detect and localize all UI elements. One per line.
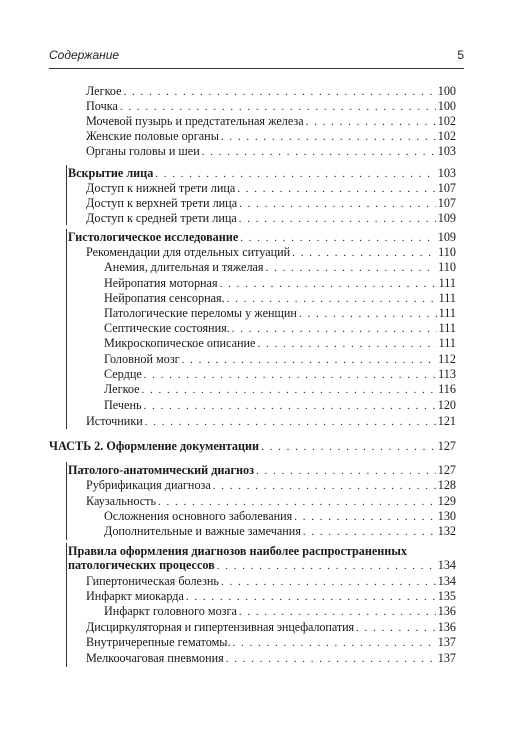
dot-leader <box>233 636 436 650</box>
toc-entry-page: 137 <box>437 651 456 665</box>
toc-entry[interactable] <box>86 478 456 493</box>
toc-entry[interactable] <box>104 509 456 524</box>
toc-entry-page: 107 <box>437 181 456 195</box>
toc-entry-page: 111 <box>438 336 456 350</box>
dot-leader <box>155 167 435 181</box>
header-title: Содержание <box>49 48 120 62</box>
toc-entry[interactable] <box>86 245 456 260</box>
toc-entry-page: 136 <box>437 620 456 634</box>
dot-leader <box>292 246 436 260</box>
toc-entry-label: Патологические переломы у женщин <box>104 306 297 320</box>
dot-leader <box>221 130 436 144</box>
dot-leader <box>158 495 436 509</box>
toc-entry[interactable] <box>86 84 456 99</box>
dot-leader <box>303 525 436 539</box>
toc-entry-page: 137 <box>437 635 456 649</box>
group-rule-anatomic-diagnosis <box>66 462 67 540</box>
toc-entry-label: Рубрификация диагноза <box>86 478 211 492</box>
toc-section[interactable] <box>68 230 456 245</box>
dot-leader <box>124 85 436 99</box>
toc-entry-page: 120 <box>437 398 456 412</box>
toc-entry[interactable] <box>86 635 456 650</box>
toc-entry-label: Нейропатия сенсорная. <box>104 291 225 305</box>
toc-part-label: ЧАСТЬ 2. Оформление документации <box>49 439 260 453</box>
toc-entry-label: Головной мозг <box>104 352 180 366</box>
toc-section[interactable] <box>68 558 456 573</box>
toc-entry[interactable] <box>86 144 456 159</box>
toc-entry[interactable] <box>86 114 456 129</box>
dot-leader <box>356 621 436 635</box>
toc-entry-page: 110 <box>438 260 456 274</box>
toc-entry-label: Дисциркуляторная и гипертензивная энцефалопатия <box>86 620 354 634</box>
toc-entry[interactable] <box>104 604 456 619</box>
toc-entry[interactable] <box>86 99 456 114</box>
toc-entry-page: 127 <box>437 439 456 453</box>
toc-entry[interactable] <box>104 321 456 336</box>
toc-entry[interactable] <box>86 651 456 666</box>
toc-entry-page: 116 <box>438 382 456 396</box>
dot-leader <box>240 231 435 245</box>
toc-entry-label: Печень <box>104 398 142 412</box>
toc-entry-page: 102 <box>437 129 456 143</box>
toc-entry[interactable] <box>86 129 456 144</box>
toc-entry[interactable] <box>86 181 456 196</box>
toc-entry-label: Каузальность <box>86 494 157 508</box>
dot-leader <box>266 261 437 275</box>
toc-entry-label: Нейропатия моторная <box>104 276 218 290</box>
toc-entry[interactable] <box>86 196 456 211</box>
dot-leader <box>239 212 436 226</box>
dot-leader <box>213 479 436 493</box>
toc-entry-page: 134 <box>437 558 456 572</box>
toc-section-multiline-first[interactable] <box>68 544 456 558</box>
toc-entry-page: 109 <box>437 230 456 244</box>
group-rule-face-dissection <box>66 165 67 225</box>
dot-leader <box>299 307 437 321</box>
toc-section-label-line1: Правила оформления диагнозов наиболее распространенных <box>68 544 407 558</box>
toc-entry-label: Инфаркт головного мозга <box>104 604 237 618</box>
toc-entry-page: 111 <box>438 291 456 305</box>
toc-entry[interactable] <box>86 494 456 509</box>
dot-leader <box>239 197 436 211</box>
toc-entry-label: Септические состояния. <box>104 321 230 335</box>
toc-entry[interactable] <box>104 398 456 413</box>
dot-leader <box>261 440 436 454</box>
toc-entry[interactable] <box>104 276 456 291</box>
toc-section-label: Патолого-анатомический диагноз <box>68 463 255 477</box>
toc-entry[interactable] <box>86 574 456 589</box>
toc-entry-page: 135 <box>437 589 456 603</box>
toc-entry-label: Мелкоочаговая пневмония <box>86 651 224 665</box>
toc-entry-label: Осложнения основного заболевания <box>104 509 293 523</box>
toc-entry[interactable] <box>104 524 456 539</box>
dot-leader <box>120 100 436 114</box>
toc-entry-label: Инфаркт миокарда <box>86 589 184 603</box>
toc-entry-page: 134 <box>437 574 456 588</box>
dot-leader <box>186 590 436 604</box>
toc-entry-page: 127 <box>437 463 456 477</box>
dot-leader <box>217 559 436 573</box>
toc-section[interactable] <box>68 166 456 181</box>
toc-entry-page: 103 <box>437 144 456 158</box>
toc-entry[interactable] <box>104 336 456 351</box>
toc-entry-page: 128 <box>437 478 456 492</box>
toc-entry-label: Рекомендации для отдельных ситуаций <box>86 245 291 259</box>
toc-entry-label: Легкое <box>104 382 140 396</box>
toc-entry-page: 129 <box>437 494 456 508</box>
toc-entry[interactable] <box>86 620 456 635</box>
toc-section[interactable] <box>68 463 456 478</box>
toc-entry-label: Легкое <box>86 84 122 98</box>
toc-entry-label: Женские половые органы <box>86 129 219 143</box>
toc-entry[interactable] <box>104 291 456 306</box>
toc-entry[interactable] <box>104 306 456 321</box>
toc-entry-label: Внутричерепные гематомы. <box>86 635 231 649</box>
toc-entry-page: 130 <box>437 509 456 523</box>
dot-leader <box>294 510 435 524</box>
group-rule-diagnosis-rules <box>66 543 67 667</box>
group-rule-histology <box>66 229 67 429</box>
toc-entry-label: Мочевой пузырь и предстательная железа <box>86 114 304 128</box>
toc-entry-page: 103 <box>437 166 456 180</box>
dot-leader <box>202 145 436 159</box>
dot-leader <box>221 575 436 589</box>
toc-entry-label: Источники <box>86 414 143 428</box>
toc-entry[interactable] <box>86 589 456 604</box>
toc-entry-page: 109 <box>437 211 456 225</box>
dot-leader <box>182 353 437 367</box>
toc-section-label-line2: патологических процессов <box>68 558 215 572</box>
toc-entry[interactable] <box>104 260 456 275</box>
dot-leader <box>257 337 436 351</box>
toc-section-label: Гистологическое исследование <box>68 230 239 244</box>
toc-entry-page: 100 <box>437 99 456 113</box>
toc-entry-page: 121 <box>437 414 456 428</box>
toc-entry-page: 107 <box>437 196 456 210</box>
dot-leader <box>226 652 436 666</box>
toc-entry-page: 113 <box>438 367 456 381</box>
dot-leader <box>227 292 437 306</box>
dot-leader <box>237 182 435 196</box>
toc-entry[interactable] <box>104 367 456 382</box>
toc-entry-page: 110 <box>438 245 456 259</box>
toc-entry-label: Анемия, длительная и тяжелая <box>104 260 264 274</box>
dot-leader <box>256 464 436 478</box>
toc-entry[interactable] <box>104 352 456 367</box>
dot-leader <box>142 383 437 397</box>
toc-entry-label: Дополнительные и важные замечания <box>104 524 301 538</box>
toc-entry-label: Доступ к средней трети лица <box>86 211 237 225</box>
toc-entry-label: Почка <box>86 99 118 113</box>
dot-leader <box>220 277 437 291</box>
dot-leader <box>239 605 436 619</box>
toc-entry-page: 132 <box>437 524 456 538</box>
dot-leader <box>144 368 436 382</box>
toc-entry[interactable] <box>86 414 456 429</box>
toc-entry-page: 136 <box>437 604 456 618</box>
header-page-number: 5 <box>457 48 464 62</box>
dot-leader <box>145 415 436 429</box>
toc-part[interactable] <box>49 439 456 454</box>
toc-entry-page: 111 <box>438 306 456 320</box>
toc-entry-label: Доступ к верхней трети лица <box>86 196 238 210</box>
dot-leader <box>306 115 436 129</box>
toc-entry[interactable] <box>104 382 456 397</box>
toc-entry-label: Сердце <box>104 367 142 381</box>
toc-entry-label: Органы головы и шеи <box>86 144 200 158</box>
toc-entry-label: Доступ к нижней трети лица <box>86 181 236 195</box>
toc-entry-label: Гипертоническая болезнь <box>86 574 219 588</box>
toc-entry-label: Микроскопическое описание <box>104 336 256 350</box>
toc-entry-page: 112 <box>438 352 456 366</box>
dot-leader <box>144 399 436 413</box>
toc-entry[interactable] <box>86 211 456 226</box>
toc-entry-page: 100 <box>437 84 456 98</box>
toc-entry-page: 102 <box>437 114 456 128</box>
toc-section-label: Вскрытие лица <box>68 166 154 180</box>
dot-leader <box>232 322 437 336</box>
toc-entry-page: 111 <box>438 276 456 290</box>
toc-entry-page: 111 <box>438 321 456 335</box>
